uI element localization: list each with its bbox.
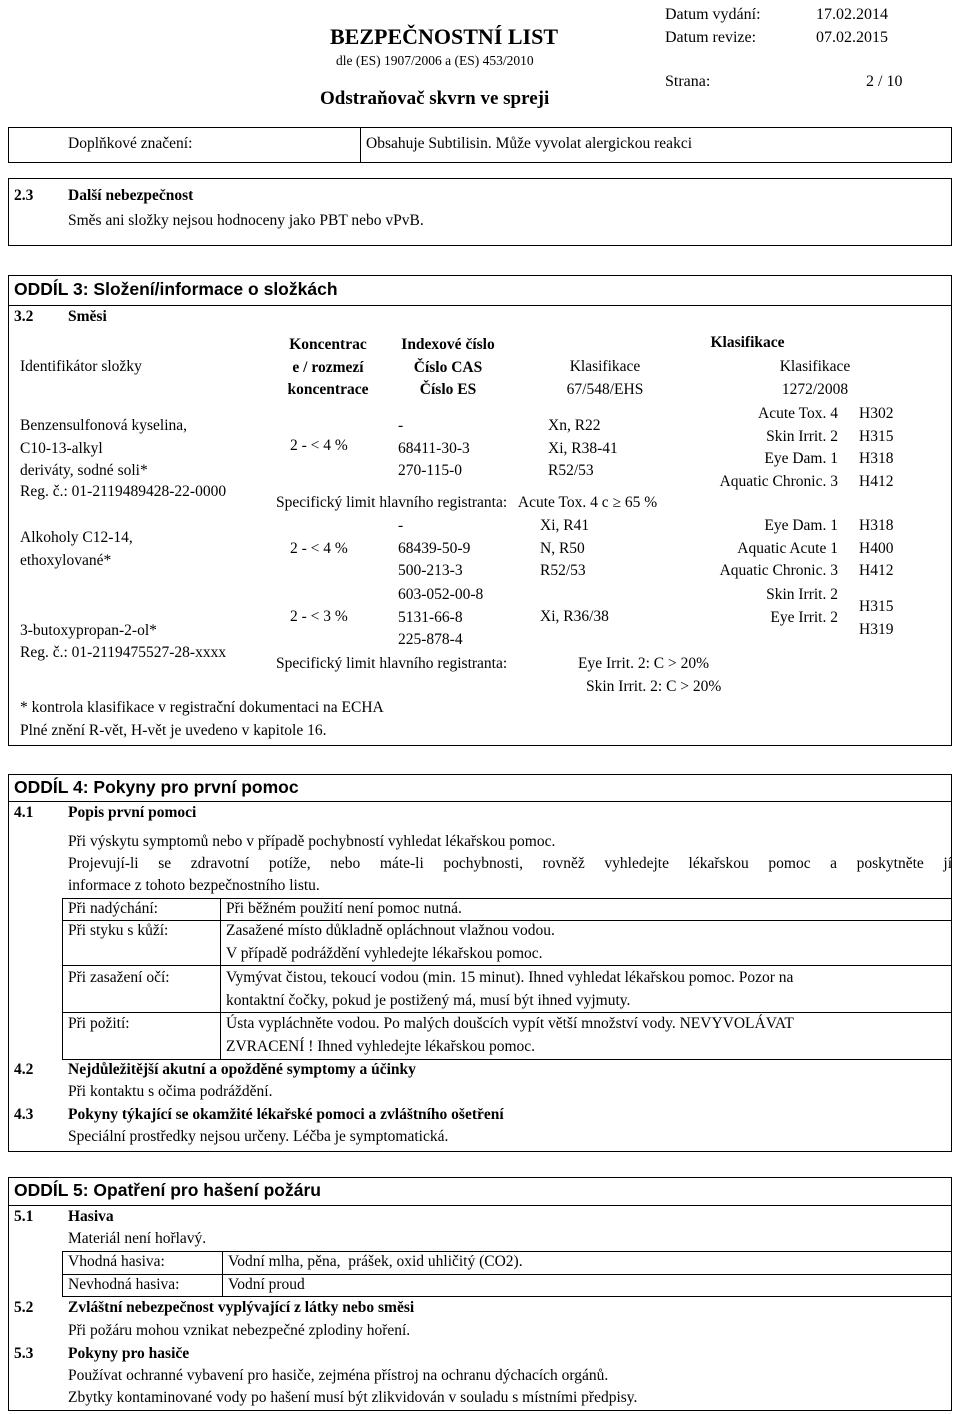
table-divider xyxy=(220,898,221,1060)
eye-contact-label: Při zasažení očí: xyxy=(68,969,170,986)
section-3-rule xyxy=(8,305,952,306)
subsection-title: Popis první pomoci xyxy=(68,804,197,821)
revision-date-label: Datum revize: xyxy=(665,29,757,46)
component-3-classification-ehs: Xi, R36/38 xyxy=(540,608,609,625)
box-divider xyxy=(360,127,361,163)
ingestion-text: Ústa vypláchněte vodou. Po malých doušcích vypít větší množství vody. NEVYVOLÁVAT ZVRACENÍ ! Ihned vyhledejte lékařskou pomoc. xyxy=(226,1015,794,1055)
component-1-registration: Reg. č.: 01-2119489428-22-0000 xyxy=(20,483,227,500)
subsection-number: 5.3 xyxy=(14,1345,34,1362)
column-header-classification-clp: Klasifikace 1272/2008 xyxy=(779,358,851,398)
inhalation-label: Při nadýchání: xyxy=(68,900,158,917)
column-header-classification-ehs: Klasifikace 67/548/EHS xyxy=(566,358,644,398)
symptoms-text: Při kontaktu s očima podráždění. xyxy=(68,1083,273,1100)
component-2-name: Alkoholy C12-14, ethoxylované* xyxy=(20,529,133,569)
suitable-media-value: Vodní mlha, pěna, prášek, oxid uhličitý (CO2). xyxy=(228,1253,523,1270)
first-aid-general: Projevují-li se zdravotní potíže, nebo máte-li pochybnosti, rovněž vyhledejte lékařskou pomoc a poskytněte jí xyxy=(68,855,952,872)
subsection-number: 3.2 xyxy=(14,308,34,325)
eye-contact-text: Vymývat čistou, tekoucí vodou (min. 15 minut). Ihned vyhledat lékařskou pomoc. Pozor na kontaktní čočky, pokud je postižený má, musí být ihned vyjmuty. xyxy=(226,969,794,1009)
subsection-number: 4.1 xyxy=(14,804,34,821)
section-5-title: ODDÍL 5: Opatření pro hašení požáru xyxy=(14,1180,321,1200)
component-1-classification-ehs: Xn, R22 Xi, R38-41 R52/53 xyxy=(548,417,618,479)
component-1-name: Benzensulfonová kyselina, C10-13-alkyl deriváty, sodné soli* xyxy=(20,417,188,479)
component-3-name: 3-butoxypropan-2-ol* xyxy=(20,622,157,639)
page-number-label: Strana: xyxy=(665,73,711,90)
table-divider xyxy=(62,1274,952,1275)
subsection-title: Další nebezpečnost xyxy=(68,187,194,204)
inhalation-text: Při běžném použití není pomoc nutná. xyxy=(226,900,462,917)
supplementary-label: Doplňkové značení: xyxy=(68,135,193,152)
subsection-title: Pokyny týkající se okamžité lékařské pomoci a zvláštního ošetření xyxy=(68,1106,504,1123)
component-1-concentration: 2 - < 4 % xyxy=(290,437,348,454)
column-header-concentration: Koncentrac e / rozmezí koncentrace xyxy=(287,336,369,398)
other-hazards-text: Směs ani složky nejsou hodnoceny jako PBT nebo vPvB. xyxy=(68,212,424,229)
subsection-number: 5.1 xyxy=(14,1208,34,1225)
component-3-classification-clp: Skin Irrit. 2 Eye Irrit. 2 xyxy=(766,586,838,626)
first-aid-general: Při výskytu symptomů nebo v případě pochybností vyhledat lékařskou pomoc. xyxy=(68,833,556,850)
supplementary-value: Obsahuje Subtilisin. Může vyvolat alergickou reakci xyxy=(366,135,692,152)
special-hazards-text: Při požáru mohou vznikat nebezpečné zplodiny hoření. xyxy=(68,1322,411,1339)
issue-date-value: 17.02.2014 xyxy=(816,6,888,23)
unsuitable-media-value: Vodní proud xyxy=(228,1276,305,1293)
firefighter-advice: Zbytky kontaminované vody po hašení musí být zlikvidován v souladu s místními předpisy. xyxy=(68,1389,638,1406)
subsection-title: Hasiva xyxy=(68,1208,114,1225)
component-3-concentration: 2 - < 3 % xyxy=(290,608,348,625)
regulation-reference: dle (ES) 1907/2006 a (ES) 453/2010 xyxy=(336,53,534,68)
skin-contact-text: Zasažené místo důkladně opláchnout vlažnou vodou. V případě podráždění vyhledejte lékařskou pomoc. xyxy=(226,922,555,962)
page-number-value: 2 / 10 xyxy=(866,73,903,90)
treatment-text: Speciální prostředky nejsou určeny. Léčba je symptomatická. xyxy=(68,1128,449,1145)
component-2-identifiers: - 68439-50-9 500-213-3 xyxy=(398,517,471,579)
component-2-classification-clp: Eye Dam. 1 Aquatic Acute 1 Aquatic Chronic. 3 xyxy=(719,517,838,579)
suitable-media-label: Vhodná hasiva: xyxy=(68,1253,165,1270)
footnote-echa: * kontrola klasifikace v registrační dokumentaci na ECHA xyxy=(20,699,384,716)
component-2-hazard-statements: H318 H400 H412 xyxy=(859,517,894,579)
column-header-classification: Klasifikace xyxy=(710,334,785,351)
subsection-number: 5.2 xyxy=(14,1299,34,1316)
subsection-title: Nejdůležitější akutní a opožděné symptomy a účinky xyxy=(68,1061,416,1078)
subsection-number: 4.2 xyxy=(14,1061,34,1078)
issue-date-label: Datum vydání: xyxy=(665,6,761,23)
component-3-registration: Reg. č.: 01-2119475527-28-xxxx xyxy=(20,644,227,661)
component-3-identifiers: 603-052-00-8 5131-66-8 225-878-4 xyxy=(398,586,484,648)
component-1-specific-limit: Specifický limit hlavního registranta: Acute Tox. 4 c ≥ 65 % xyxy=(276,494,658,511)
extinguishing-note: Materiál není hořlavý. xyxy=(68,1230,207,1247)
revision-date-value: 07.02.2015 xyxy=(816,29,888,46)
column-header-identifier: Identifikátor složky xyxy=(20,358,142,375)
unsuitable-media-label: Nevhodná hasiva: xyxy=(68,1276,180,1293)
component-3-hazard-statements: H315 H319 xyxy=(859,598,894,638)
product-name: Odstraňovač skvrn ve spreji xyxy=(320,88,550,109)
section-4-rule xyxy=(8,801,952,802)
subsection-number: 2.3 xyxy=(14,187,34,204)
component-2-classification-ehs: Xi, R41 N, R50 R52/53 xyxy=(540,517,590,579)
section-3-title: ODDÍL 3: Složení/informace o složkách xyxy=(14,279,338,299)
subsection-title: Pokyny pro hasiče xyxy=(68,1345,190,1362)
component-3-specific-limit-label: Specifický limit hlavního registranta: xyxy=(276,655,508,672)
subsection-title: Zvláštní nebezpečnost vyplývající z látky nebo směsi xyxy=(68,1299,415,1316)
component-2-concentration: 2 - < 4 % xyxy=(290,540,348,557)
component-1-classification-clp: Acute Tox. 4 Skin Irrit. 2 Eye Dam. 1 Aquatic Chronic. 3 xyxy=(719,405,838,490)
section-5-rule xyxy=(8,1205,952,1206)
column-header-identifiers: Indexové číslo Číslo CAS Číslo ES xyxy=(401,336,495,398)
footnote-full-text: Plné znění R-vět, H-vět je uvedeno v kapitole 16. xyxy=(20,722,327,739)
firefighter-advice: Používat ochranné vybavení pro hasiče, zejména přístroj na ochranu dýchacích orgánů. xyxy=(68,1367,609,1384)
component-1-identifiers: - 68411-30-3 270-115-0 xyxy=(398,417,470,479)
component-1-hazard-statements: H302 H315 H318 H412 xyxy=(859,405,894,490)
table-divider xyxy=(62,965,952,966)
document-title: BEZPEČNOSTNÍ LIST xyxy=(330,24,559,49)
section-4-title: ODDÍL 4: Pokyny pro první pomoc xyxy=(14,777,299,797)
subsection-title: Směsi xyxy=(68,308,107,325)
ingestion-label: Při požití: xyxy=(68,1015,130,1032)
skin-contact-label: Při styku s kůží: xyxy=(68,922,169,939)
component-3-specific-limit-values: Eye Irrit. 2: C > 20% Skin Irrit. 2: C > 20% xyxy=(578,655,722,695)
subsection-number: 4.3 xyxy=(14,1106,34,1123)
first-aid-general: informace z tohoto bezpečnostního listu. xyxy=(68,877,320,894)
